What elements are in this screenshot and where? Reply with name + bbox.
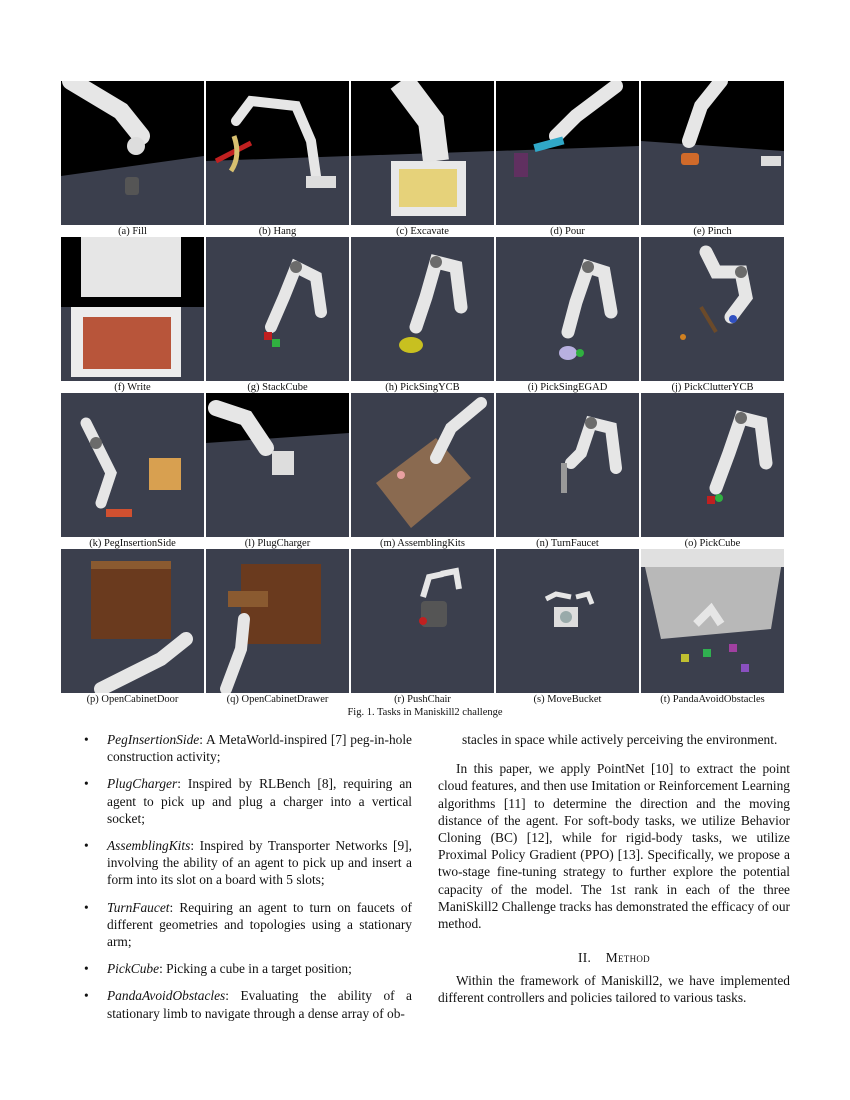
panel-pour-image xyxy=(496,81,639,225)
bullet-dot: • xyxy=(84,732,89,747)
bullet-text: : A MetaWorld-inspired [7] peg-in-hole construction activity; xyxy=(107,732,412,765)
bullet-item xyxy=(84,960,412,977)
right-column xyxy=(438,731,790,1007)
panel-label: (j) PickClutterYCB xyxy=(671,382,754,393)
bullet-term: PlugCharger xyxy=(107,776,178,792)
panel-label: (c) Excavate xyxy=(396,226,449,237)
section-heading xyxy=(438,950,790,966)
bullet-text: : Picking a cube in a target position; xyxy=(159,961,352,977)
panel-label: (q) OpenCabinetDrawer xyxy=(226,694,329,705)
bullet-text: : Requiring an agent to turn on faucets of different geometries and topologies using a stationary arm; xyxy=(107,899,412,950)
panel-opencabinetdoor-image xyxy=(61,549,204,693)
bullet-dot: • xyxy=(84,899,89,915)
section-number: II. xyxy=(578,950,592,966)
panel-fill-image xyxy=(61,81,204,225)
panel-label: (h) PickSingYCB xyxy=(385,382,460,393)
panel-pandaavoidobstacles-image xyxy=(641,549,784,693)
figure-caption: Fig. 1. Tasks in Maniskill2 challenge xyxy=(347,707,503,718)
bullet-continuation: stacles in space while actively perceiving the environment. xyxy=(462,732,778,747)
bullet-item xyxy=(84,837,412,889)
bullet-text: : Inspired by RLBench [8], requiring an agent to pick up and plug a charger into a vertical socket; xyxy=(107,776,412,826)
panel-picksingycb-image xyxy=(351,237,494,381)
bullet-text: : Evaluating the ability of a stationary limb to navigate through a dense array of ob- xyxy=(107,988,412,1021)
bullet-term: TurnFaucet xyxy=(107,899,170,915)
panel-pushchair-image xyxy=(351,549,494,693)
section-title: Method xyxy=(605,950,650,966)
panel-label: (i) PickSingEGAD xyxy=(527,382,608,393)
panel-label: (b) Hang xyxy=(258,226,297,237)
panel-hang-image xyxy=(206,81,349,225)
panel-movebucket-image xyxy=(496,549,639,693)
panel-plugcharger-image xyxy=(206,393,349,537)
bullet-term: PandaAvoidObstacles xyxy=(107,988,226,1004)
bullet-item xyxy=(84,987,412,1021)
method-paragraph: Within the framework of Maniskill2, we have implemented different controllers and policies tailored to various tasks. xyxy=(438,973,790,1006)
panel-excavate-image xyxy=(351,81,494,225)
bullet-item xyxy=(84,899,412,951)
panel-pickcube-image xyxy=(641,393,784,537)
bullet-dot: • xyxy=(84,988,89,1004)
panel-label: (t) PandaAvoidObstacles xyxy=(660,694,765,705)
panel-label: (e) Pinch xyxy=(693,226,732,237)
panel-label: (f) Write xyxy=(114,382,151,393)
bullet-text: : Inspired by Transporter Networks [9], involving the ability of an agent to pick up and insert a form into its slot on a board with 5 slots; xyxy=(107,838,412,888)
bullet-dot: • xyxy=(84,838,89,854)
bullet-term: PickCube xyxy=(107,961,160,977)
panel-assemblingkits-image xyxy=(351,393,494,537)
panel-label: (d) Pour xyxy=(550,226,585,237)
panel-label: (s) MoveBucket xyxy=(533,694,602,705)
panel-label: (p) OpenCabinetDoor xyxy=(86,694,179,705)
panel-label: (o) PickCube xyxy=(684,538,741,549)
panel-label: (r) PushChair xyxy=(394,694,451,705)
panel-label: (a) Fill xyxy=(118,226,147,237)
bullet-dot: • xyxy=(84,961,89,977)
panel-picksingegad-image xyxy=(496,237,639,381)
bullet-dot: • xyxy=(84,776,89,792)
bullet-term: AssemblingKits xyxy=(107,838,191,854)
panel-label: (g) StackCube xyxy=(247,382,308,393)
panel-label: (m) AssemblingKits xyxy=(380,538,465,549)
panel-pickclutterycb-image xyxy=(641,237,784,381)
bullet-term: PegInsertionSide xyxy=(107,732,200,747)
panel-peginsertionside-image xyxy=(61,393,204,537)
panel-stackcube-image xyxy=(206,237,349,381)
left-column xyxy=(84,731,412,1032)
panel-opencabinetdrawer-image xyxy=(206,549,349,693)
panel-pinch-image xyxy=(641,81,784,225)
panel-label: (n) TurnFaucet xyxy=(536,538,599,549)
panel-turnfaucet-image xyxy=(496,393,639,537)
bullet-item xyxy=(84,775,412,827)
panel-write-image xyxy=(61,237,204,381)
panel-label: (k) PegInsertionSide xyxy=(89,538,176,549)
bullet-item xyxy=(84,731,412,765)
panel-label: (l) PlugCharger xyxy=(244,538,311,549)
intro-paragraph: In this paper, we apply PointNet [10] to extract the point cloud features, and then use Imitation or Reinforcement Learning algorithms [11] to determine the direction and the moving distance of the agent. For soft-body tasks, we utilize Behavior Cloning (BC) [12], while for rigid-body tasks, we utilize Proximal Policy Gradient (PPO) [13]. Specifically, we propose a two-stage fine-tuning strategy to further explore the potential capacity of the model. The 1st rank in each of the three ManiSkill2 Challenge tracks has demonstrated the efficacy of our method. xyxy=(438,761,790,932)
